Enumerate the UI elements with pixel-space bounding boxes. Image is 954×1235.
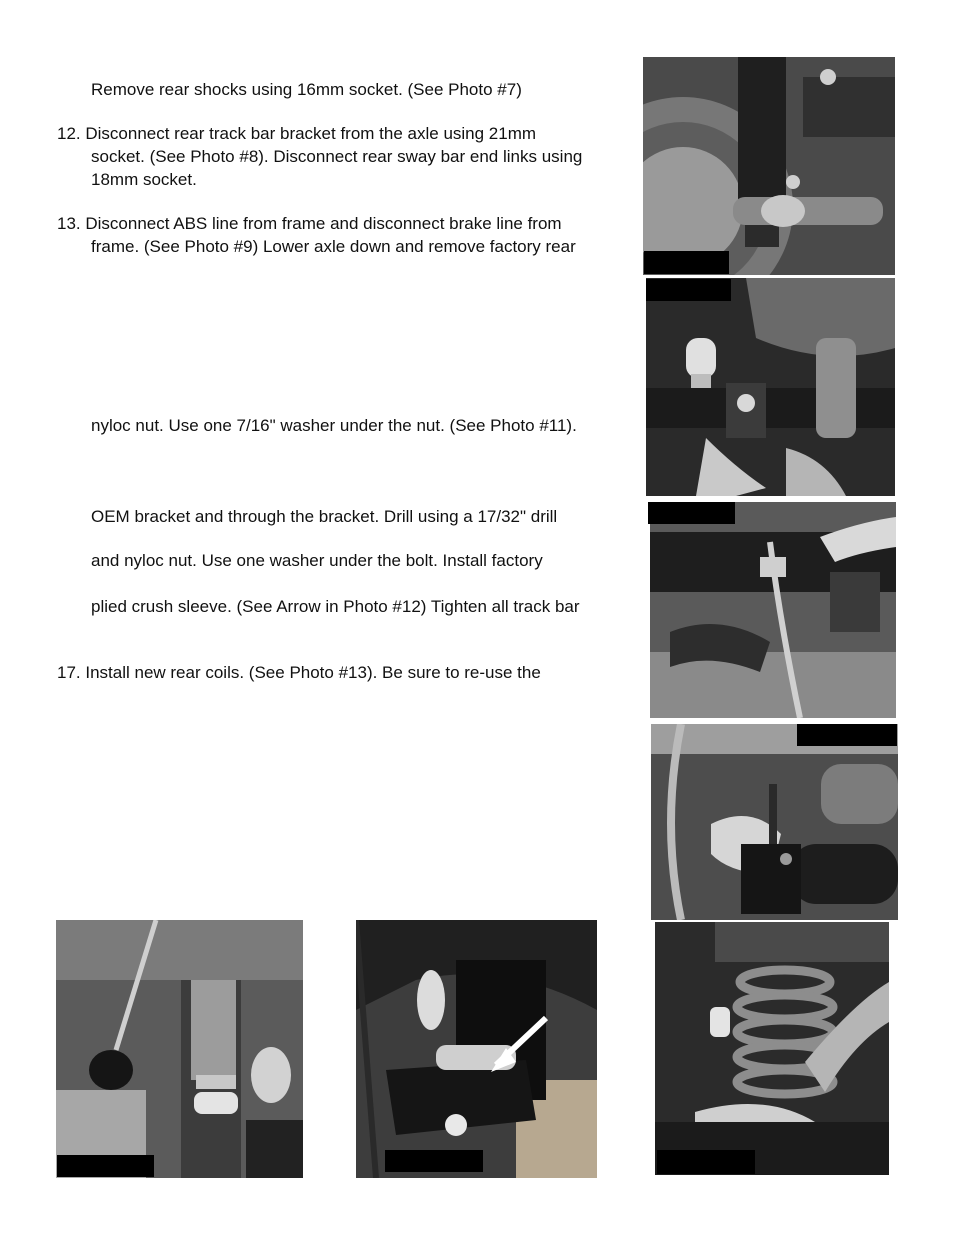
instruction-line-11: 17. Install new rear coils. (See Photo #13). Be sure to re-use the	[57, 663, 541, 682]
instruction-line-5: 13. Disconnect ABS line from frame and disconnect brake line from	[57, 214, 562, 233]
photo-8	[646, 278, 895, 496]
instruction-line-6: frame. (See Photo #9) Lower axle down and remove factory rear	[91, 237, 576, 256]
photo-13	[655, 922, 889, 1175]
photo-12	[356, 920, 597, 1178]
photo-11	[56, 920, 303, 1178]
photo-7-label	[644, 251, 729, 274]
instruction-line-2: 12. Disconnect rear track bar bracket from the axle using 21mm	[57, 124, 537, 143]
instruction-line-4: 18mm socket.	[91, 170, 197, 189]
instruction-line-3: socket. (See Photo #8). Disconnect rear sway bar end links using	[91, 147, 583, 166]
instruction-line-9: and nyloc nut. Use one washer under the bolt. Install factory	[91, 551, 543, 570]
photo-10-label	[797, 724, 897, 746]
photo-13-label	[657, 1150, 755, 1174]
photo-10	[651, 724, 898, 920]
photo-11-label	[57, 1155, 154, 1177]
instruction-line-8: OEM bracket and through the bracket. Drill using a 17/32" drill	[91, 507, 558, 526]
instruction-line-10: plied crush sleeve. (See Arrow in Photo #12) Tighten all track bar	[91, 597, 580, 616]
photo-7	[643, 57, 895, 275]
photo-12-label	[385, 1150, 483, 1172]
photo-8-label	[646, 279, 731, 301]
instruction-line-7: nyloc nut. Use one 7/16" washer under the nut. (See Photo #11).	[91, 416, 577, 435]
instruction-line-1: Remove rear shocks using 16mm socket. (See Photo #7)	[91, 80, 522, 99]
photo-9-label	[648, 502, 735, 524]
photo-9	[650, 502, 896, 718]
